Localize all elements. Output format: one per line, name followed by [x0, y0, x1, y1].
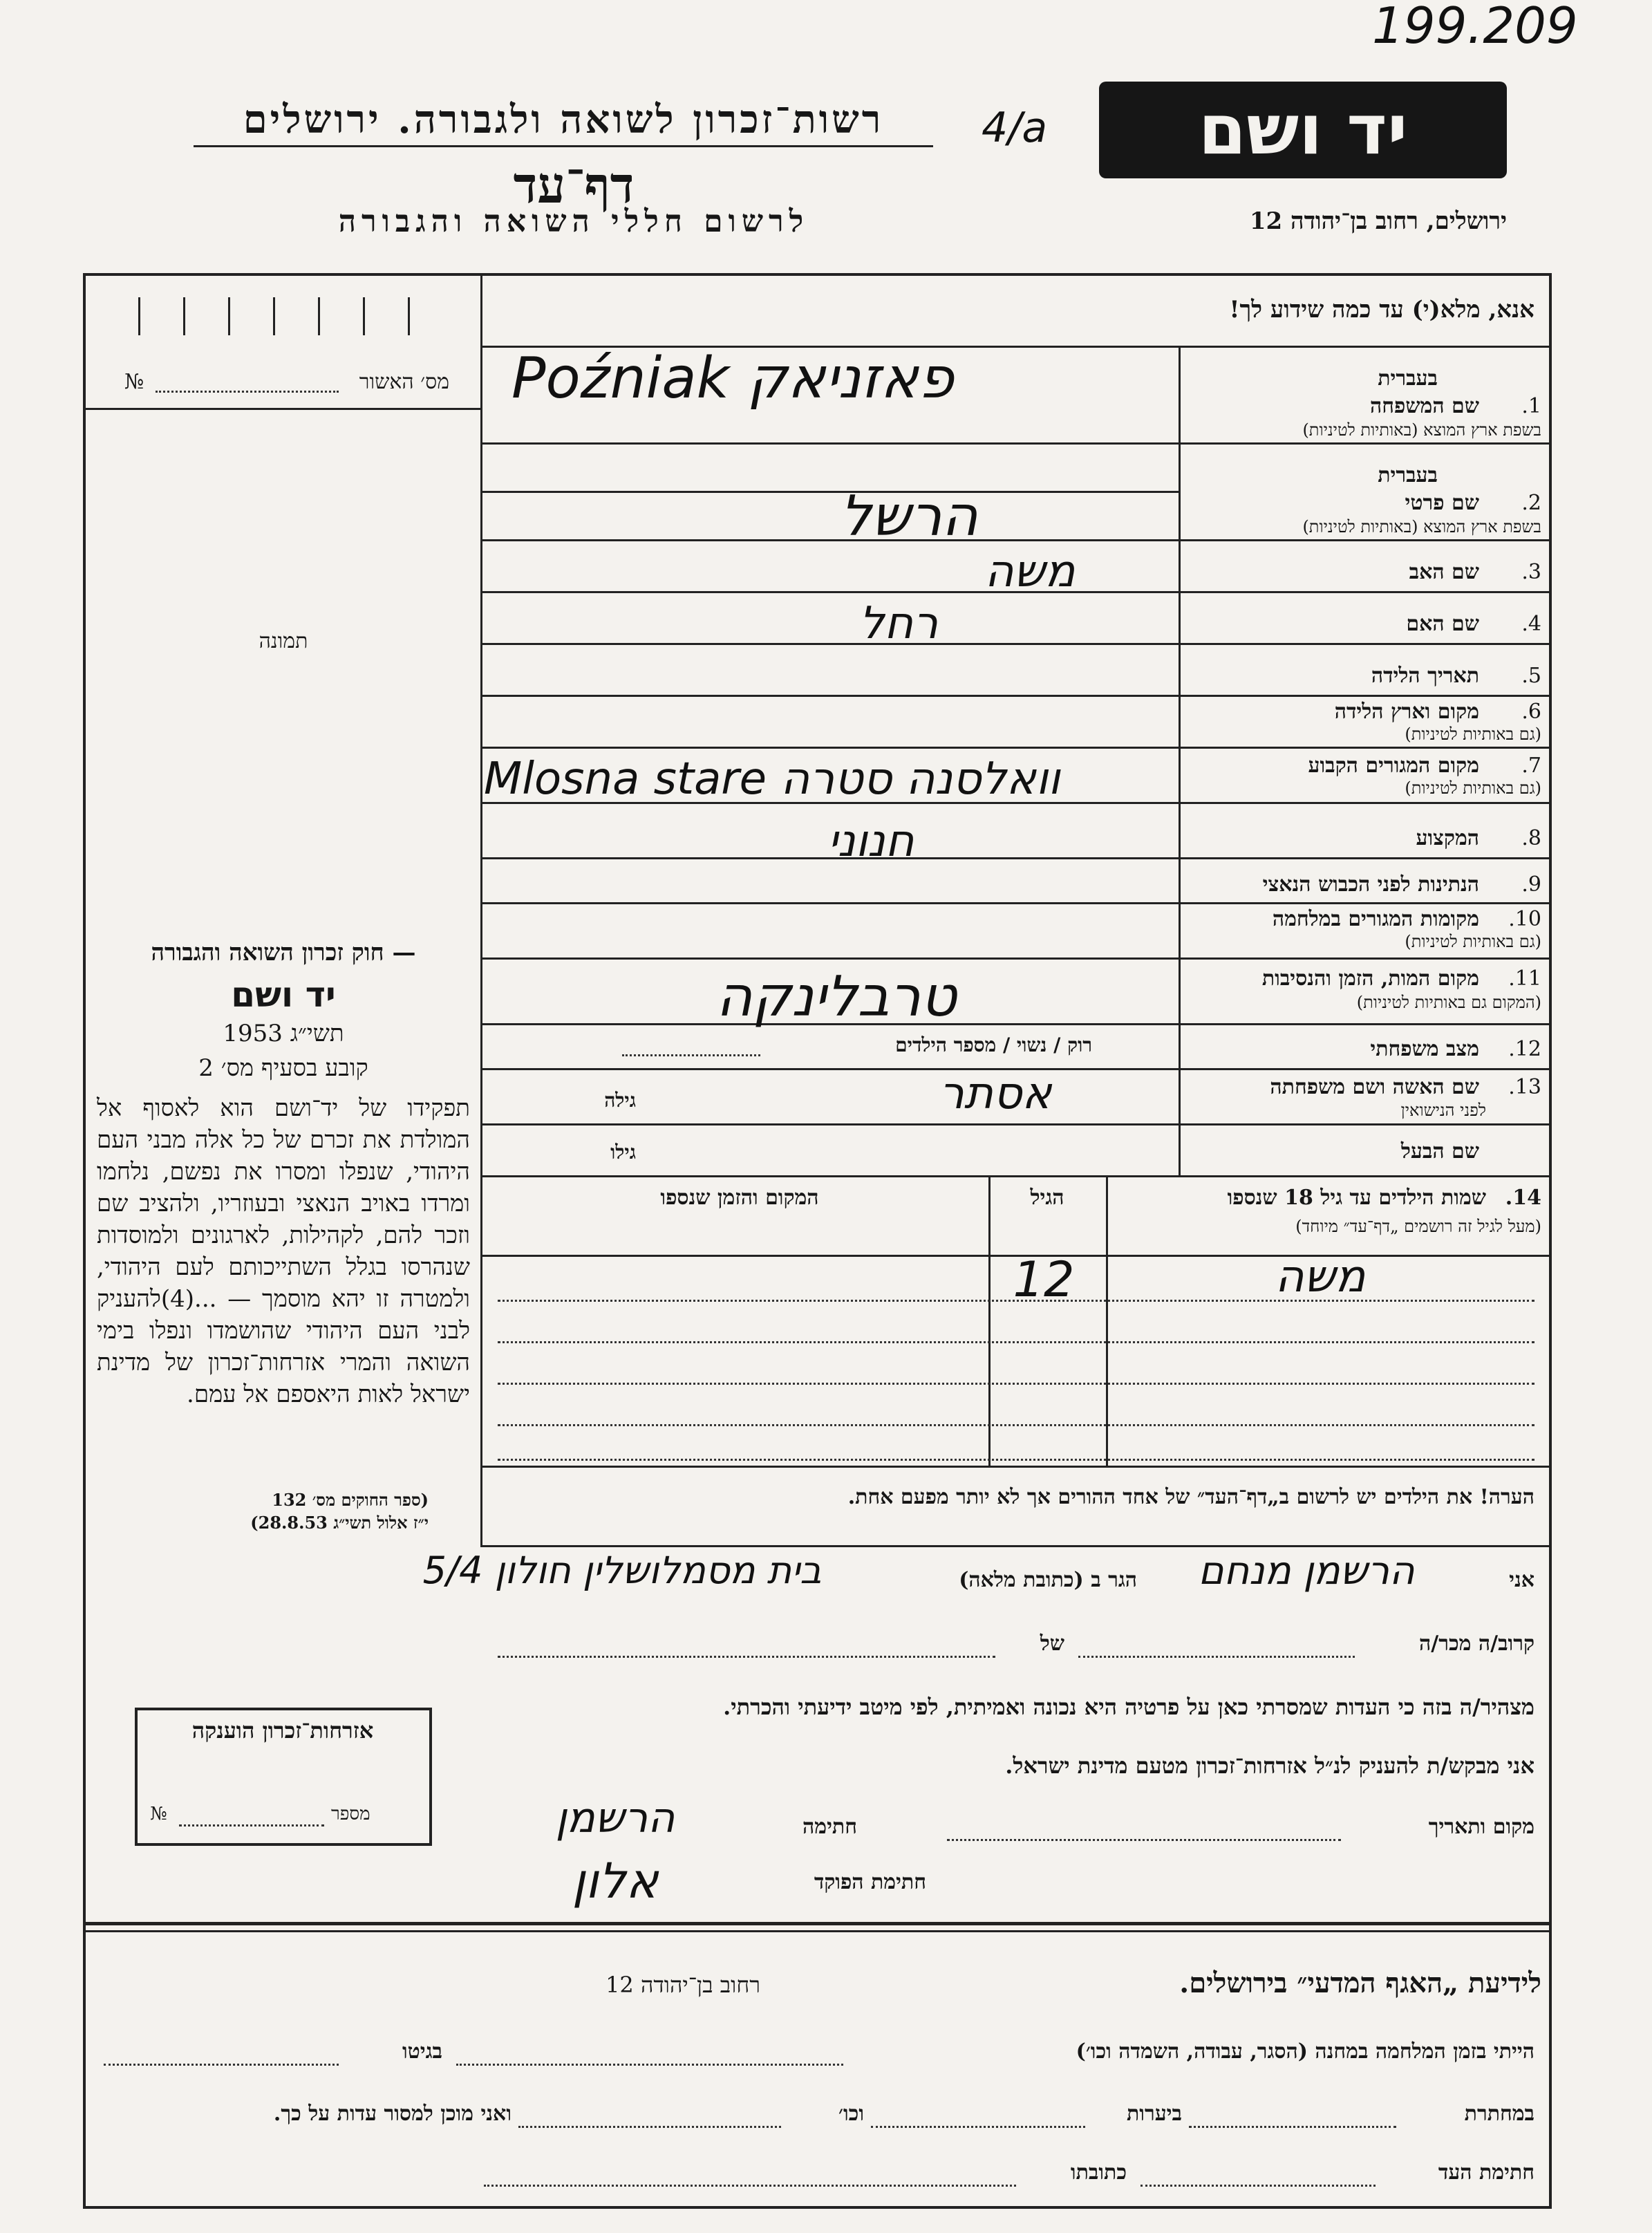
children-row-line: [498, 1459, 1534, 1461]
field-8-value: חנוני: [827, 816, 914, 867]
field-12-num: 12.: [1508, 1037, 1541, 1061]
husband-label: שם הבעל: [1400, 1139, 1479, 1164]
info-line1-a: הייתי בזמן המלחמה במחנה (הסגר, עבודה, השמדה וכו׳): [1076, 2039, 1534, 2064]
info-line2-c: וכו׳: [838, 2102, 864, 2126]
children-label: שמות הילדים עד גיל 18 שנספו: [1227, 1186, 1486, 1210]
field-6-num: 6.: [1521, 700, 1541, 724]
children-num: 14.: [1505, 1186, 1541, 1210]
info-etc-line: [518, 2126, 781, 2128]
info-line2-a: במחתרת: [1464, 2102, 1534, 2126]
children-table-bottom: [480, 1466, 1552, 1468]
row-line: [480, 747, 1552, 749]
officer-signature-label: חתימת הפוקד: [814, 1870, 926, 1894]
info-address: רחוב בן־יהודה 12: [606, 1972, 760, 1998]
law-text: תפקידו של יד־ושם הוא לאסוף אל המולדת את זכרם של כל אלה מבני העם היהודי, שנפלו ומסרו את נפשם, נלחמו ומרדו באויב הנאצי ובעוזריו, ולהציב שם וזכר להם, לקהילות, לארגונים ולמוסדות שנהרסו בגלל השתייכותם לעם היהודי, ולמטרה זו יהא מוסמך — ...(4)להעניק לבני העם היהודי שהושמדו ונפלו בימי השואה והמרי אזרחות־זכרון של מדינת ישראל לאות היאספם אל עמם.: [97, 1094, 470, 1408]
institution-name: רשות־זכרון לשואה ולגבורה. ירושלים: [243, 97, 884, 142]
field-1-sub: בשפת ארץ המוצא (באותיות לטיניות): [1302, 420, 1541, 440]
field-3-label: שם האב: [1409, 560, 1479, 584]
children-sub: (מעל לגיל זה רושמים „דף־עד״ מיוחד): [1295, 1217, 1541, 1236]
info-title: לידיעת „האגף המדעי״ בירושלים.: [1179, 1967, 1541, 1999]
field-1-value: Poźniak פאזניאק: [511, 346, 954, 411]
children-place-header: המקום והזמן שנספו: [660, 1186, 819, 1210]
child-1-age: 12: [1013, 1251, 1075, 1308]
approval-number-line: [156, 391, 339, 393]
field-10-num: 10.: [1508, 907, 1541, 931]
husband-age-label: גילו: [610, 1141, 636, 1164]
field-6-label: מקום וארץ הלידה: [1334, 700, 1479, 724]
children-row-line: [498, 1383, 1534, 1385]
field-13-label: שם האשה ושם משפחתה: [1270, 1075, 1479, 1099]
field-5-num: 5.: [1521, 664, 1541, 688]
row-line: [480, 1175, 1552, 1177]
photo-label: תמונה: [259, 629, 308, 653]
photo-top-border: [83, 408, 482, 410]
info-separator-1: [83, 1922, 1552, 1925]
law-section: קובע בסעיף מס׳ 2: [198, 1054, 368, 1082]
institution-underline: [194, 145, 933, 147]
declarant-name: הרשמן מנחם: [1198, 1549, 1415, 1594]
field-13-num: 13.: [1508, 1075, 1541, 1099]
witness-line: [1141, 2185, 1376, 2187]
left-column-border: [480, 273, 482, 1545]
children-age-border-right: [1106, 1175, 1108, 1466]
row-line: [480, 957, 1552, 960]
law-reference-1: (ספר החוקים מס׳ 132: [272, 1490, 429, 1510]
info-underground-line: [1189, 2126, 1396, 2128]
field-11-num: 11.: [1508, 966, 1541, 991]
relative-line: [1078, 1656, 1355, 1658]
info-separator-2: [83, 1930, 1552, 1932]
field-13-value: אסתר: [939, 1068, 1052, 1119]
field-7-value: Mlosna stare וואלסנה סטרה: [484, 754, 1060, 805]
of-label: של: [1040, 1632, 1064, 1656]
children-row-line: [498, 1341, 1534, 1343]
citizenship-box: [135, 1708, 432, 1846]
field-9-label: הנתינות לפני הכבוש הנאצי: [1262, 872, 1479, 897]
field-7-label: מקום המגורים הקבוע: [1308, 754, 1479, 778]
field-6-sub: (גם באותיות לטיניות): [1405, 725, 1541, 744]
field-2-sub: בשפת ארץ המוצא (באותיות לטיניות): [1302, 517, 1541, 536]
logo-text: יד ושם: [1198, 89, 1408, 170]
signature-label: חתימה: [802, 1815, 857, 1839]
note-bottom: [480, 1545, 1552, 1547]
approval-number-label: מס׳ האשור: [359, 370, 449, 394]
field-7-sub: (גם באותיות לטיניות): [1405, 778, 1541, 798]
children-count-line: [622, 1054, 760, 1056]
field-3-value: משה: [984, 546, 1076, 597]
info-line2-b: ביערות: [1126, 2102, 1182, 2126]
field-13-sub: לפני הנישואין: [1400, 1101, 1486, 1120]
field-1-num: 1.: [1521, 394, 1541, 418]
relative-label: קרוב/ה מכר/ה: [1419, 1632, 1534, 1656]
field-5-label: תאריך הלידה: [1371, 664, 1479, 688]
address: ירושלים, רחוב בן־יהודה 12: [1249, 207, 1507, 235]
witness-address-line: [484, 2185, 1016, 2187]
field-2-hebrew-tag: בעברית: [1378, 463, 1438, 487]
citizenship-title: אזרחות־זכרון הוענקה: [191, 1717, 374, 1744]
field-10-label: מקומות המגורים במלחמה: [1272, 907, 1479, 931]
law-name: יד ושם: [231, 975, 336, 1015]
declaration-i-label: אני: [1509, 1568, 1534, 1592]
field-11-sub: (המקום גם באותיות לטיניות): [1356, 993, 1541, 1012]
row-line: [480, 1123, 1552, 1125]
field-9-num: 9.: [1521, 872, 1541, 897]
approval-no-label: №: [124, 370, 144, 394]
instruction: אנא, מלא(י) עד כמה שידוע לך!: [1229, 296, 1534, 324]
citizenship-no-label: №: [150, 1804, 167, 1824]
residing-label: הגר ב (כתובת מלאה): [959, 1568, 1137, 1592]
yad-vashem-logo: [1099, 82, 1507, 178]
field-1-hebrew-tag: בעברית: [1378, 366, 1438, 391]
law-title: — חוק זכרון השואה והגבורה: [151, 939, 416, 966]
officer-signature: אלון: [572, 1853, 659, 1909]
row-line: [480, 442, 1552, 445]
field-7-num: 7.: [1521, 754, 1541, 778]
info-line1-b: בגיטו: [402, 2039, 442, 2064]
note: הערה! את הילדים יש לרשום ב„דף־העד״ של אחד ההורים אך לא יותר מפעם אחת.: [847, 1485, 1534, 1509]
archive-number: 199.209: [1372, 0, 1578, 55]
wife-age-label: גילה: [604, 1089, 636, 1112]
row-line: [480, 643, 1552, 645]
field-1-label: שם המשפחה: [1369, 394, 1479, 418]
field-3-num: 3.: [1521, 560, 1541, 584]
field-4-value: רחל: [858, 598, 939, 649]
field-12-value: רוק / נשוי / מספר הילדים: [895, 1034, 1092, 1056]
of-line: [498, 1656, 995, 1658]
statement: מצהיר/ה בזה כי העדות שמסרתי כאן על פרטיה היא נכונה ואמיתית, לפי מיטב ידיעתי והכרתי.: [723, 1694, 1534, 1720]
row-line: [480, 695, 1552, 697]
info-forest-line: [871, 2126, 1085, 2128]
witness-address-label: כתובתו: [1070, 2160, 1127, 2185]
info-line2-d: ואני מוכן למסור עדות על כך.: [273, 2102, 511, 2126]
signature: הרשמן: [555, 1794, 675, 1842]
children-row-line: [498, 1424, 1534, 1426]
children-age-header: הגיל: [1030, 1186, 1064, 1210]
field-10-sub: (גם באותיות לטיניות): [1405, 932, 1541, 951]
children-age-border-left: [988, 1175, 991, 1466]
request: אני מבקש/ת להעניק לנ״ל אזרחות־זכרון מטעם מדינת ישראל.: [1005, 1753, 1534, 1779]
field-8-label: המקצוע: [1416, 826, 1479, 850]
approval-tick-boxes: [97, 290, 470, 339]
witness-label: חתימת העד: [1438, 2160, 1534, 2185]
place-date-label: מקום ותאריך: [1428, 1815, 1534, 1839]
field-4-label: שם האם: [1406, 612, 1479, 636]
label-column-border: [1179, 346, 1181, 1175]
info-ghetto-line: [104, 2064, 339, 2066]
field-12-label: מצב משפחתי: [1370, 1037, 1479, 1061]
field-2-value: הרשל: [840, 484, 978, 548]
field-11-label: מקום המות, הזמן והנסיבות: [1261, 966, 1479, 991]
law-year: תשי״ג 1953: [223, 1020, 344, 1047]
form-title: דף־עד: [513, 156, 635, 214]
corner-mark: 4/a: [982, 104, 1048, 152]
field-2-num: 2.: [1521, 491, 1541, 515]
field-11-value: טרבלינקה: [716, 964, 957, 1029]
row-line: [480, 857, 1552, 859]
field-4-num: 4.: [1521, 612, 1541, 636]
field-2-label: שם פרטי: [1405, 491, 1479, 515]
info-camp-line: [456, 2064, 843, 2066]
citizenship-number-label: מספר: [331, 1804, 370, 1824]
place-date-line: [947, 1839, 1341, 1841]
form-subtitle: לרשום חללי השואה והגבורה: [338, 204, 809, 239]
field-8-num: 8.: [1521, 826, 1541, 850]
declarant-address: בית מסמלושלין חולון 5/4: [422, 1549, 822, 1592]
row-line: [480, 902, 1552, 904]
child-1-name: משה: [1275, 1251, 1366, 1302]
law-reference-2: י״ז אלול תשי״ג 28.8.53): [250, 1513, 429, 1533]
